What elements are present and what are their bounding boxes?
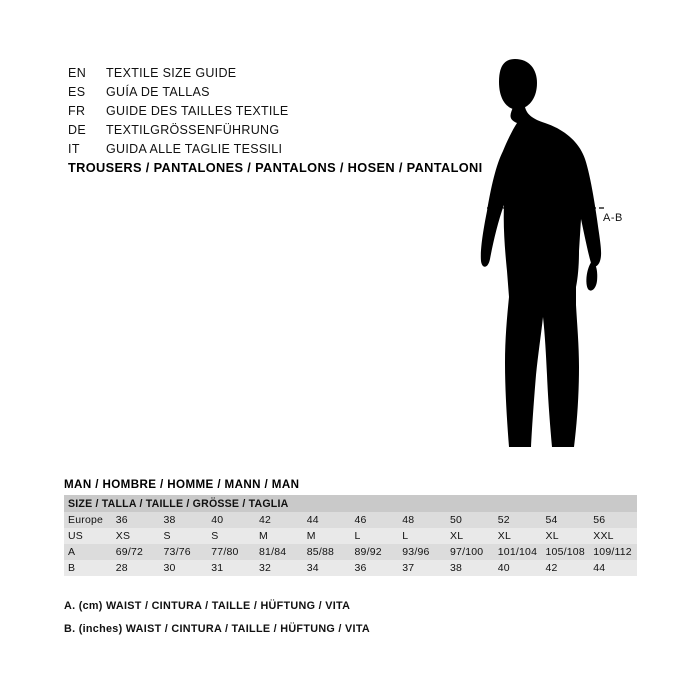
cell: 40 [207,512,255,528]
cell: XL [494,528,542,544]
cell: 109/112 [589,544,637,560]
cell: 52 [494,512,542,528]
cell: XS [112,528,160,544]
cell: 77/80 [207,544,255,560]
cell: 46 [351,512,399,528]
language-row [68,102,468,121]
cell: 32 [255,560,303,576]
language-code: ES [68,85,86,99]
cell: 69/72 [112,544,160,560]
cell: 44 [303,512,351,528]
cell: L [351,528,399,544]
cell: S [207,528,255,544]
cell: 31 [207,560,255,576]
language-text: TEXTILGRÖSSENFÜHRUNG [106,123,280,137]
cell: M [255,528,303,544]
language-code: EN [68,66,87,80]
language-text: TEXTILE SIZE GUIDE [106,66,237,80]
cell: 105/108 [542,544,590,560]
cell: 93/96 [398,544,446,560]
row-label: Europe [64,512,112,528]
measurement-label-ab: A-B [603,212,623,224]
size-table [64,495,637,576]
cell: 81/84 [255,544,303,560]
table-row [64,528,637,544]
cell: 48 [398,512,446,528]
table-header-title: SIZE / TALLA / TAILLE / GRÖSSE / TAGLIA [64,495,637,512]
cell: 97/100 [446,544,494,560]
cell: 30 [160,560,208,576]
table-row [64,544,637,560]
language-list [68,64,468,159]
cell: 42 [542,560,590,576]
language-row [68,140,468,159]
cell: 28 [112,560,160,576]
cell: 44 [589,560,637,576]
cell: 36 [112,512,160,528]
cell: XXL [589,528,637,544]
cell: 37 [398,560,446,576]
language-code: FR [68,104,86,118]
cell: 50 [446,512,494,528]
table-header-row [64,495,637,512]
cell: 56 [589,512,637,528]
cell: S [160,528,208,544]
table-row [64,512,637,528]
language-code: DE [68,123,87,137]
language-text: GUIDE DES TAILLES TEXTILE [106,104,289,118]
table-row [64,560,637,576]
cell: 38 [160,512,208,528]
cell: 85/88 [303,544,351,560]
language-row [68,64,468,83]
cell: 89/92 [351,544,399,560]
row-label: US [64,528,112,544]
cell: 54 [542,512,590,528]
cell: 34 [303,560,351,576]
footnote-b: B. (inches) WAIST / CINTURA / TAILLE / HÜFTUNG / VITA [64,623,371,635]
footnotes [64,600,370,646]
language-text: GUIDA ALLE TAGLIE TESSILI [106,142,283,156]
language-text: GUÍA DE TALLAS [106,85,210,99]
row-label: B [64,560,112,576]
row-label: A [64,544,112,560]
cell: 101/104 [494,544,542,560]
cell: XL [446,528,494,544]
cell: 36 [351,560,399,576]
cell: 73/76 [160,544,208,560]
language-code: IT [68,142,80,156]
footnote-a: A. (cm) WAIST / CINTURA / TAILLE / HÜFTUNG / VITA [64,600,351,612]
cell: XL [542,528,590,544]
gender-heading: MAN / HOMBRE / HOMME / MANN / MAN [64,478,300,491]
cell: L [398,528,446,544]
language-row [68,83,468,102]
cell: M [303,528,351,544]
cell: 42 [255,512,303,528]
cell: 40 [494,560,542,576]
male-figure-illustration [455,55,665,455]
language-row [68,121,468,140]
garment-title: TROUSERS / PANTALONES / PANTALONS / HOSEN / PANTALONI [68,160,483,175]
cell: 38 [446,560,494,576]
